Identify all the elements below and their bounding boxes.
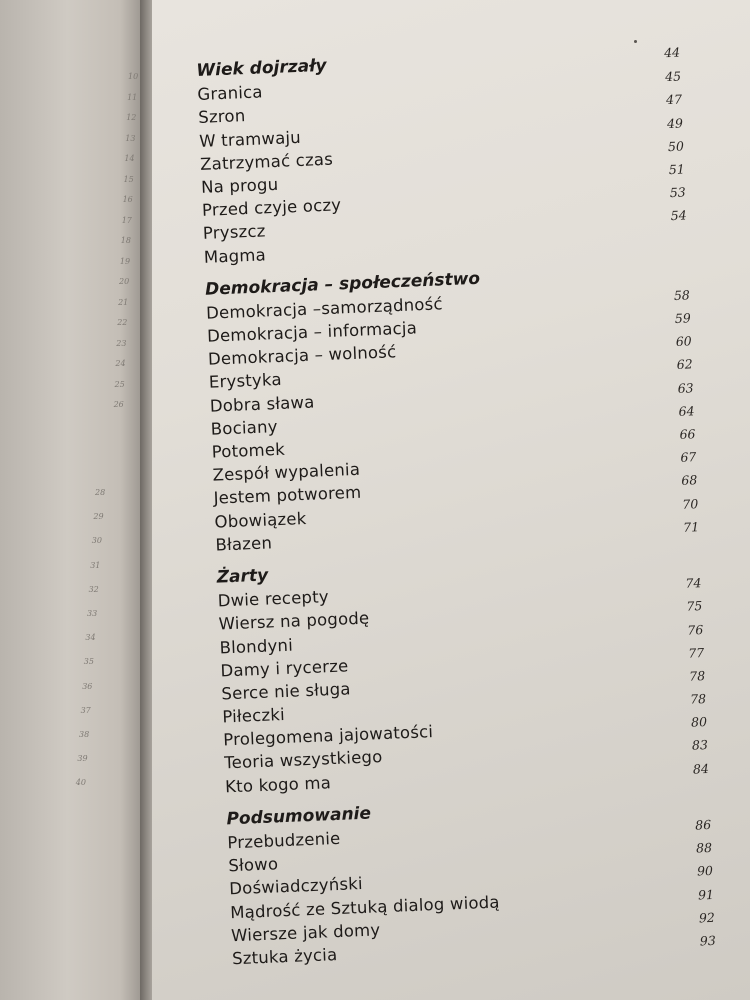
left-page-number: 33	[87, 609, 98, 618]
entry-title: Doświadczyński	[228, 874, 364, 899]
entry-title: Erystyka	[208, 370, 283, 393]
entry-title: Słowo	[227, 854, 279, 876]
entry-title: Jestem potworem	[213, 483, 362, 509]
entry-page-number: 62	[676, 356, 693, 373]
entry-page-number: 93	[699, 932, 717, 949]
entry-title: Serce nie sługa	[221, 679, 352, 704]
entry-page-number: 53	[669, 184, 686, 201]
left-page-number: 23	[116, 338, 127, 348]
section-title: Podsumowanie	[226, 803, 372, 830]
left-page-number: 13	[125, 133, 136, 143]
left-page-number: 20	[119, 277, 130, 286]
left-page-number: 28	[95, 488, 106, 497]
entry-page-number: 75	[686, 598, 703, 615]
entry-title: Zatrzymać czas	[199, 149, 334, 174]
entry-page-number: 86	[694, 816, 712, 833]
entry-page-number: 66	[679, 426, 696, 442]
entry-title: W tramwaju	[198, 127, 302, 151]
entry-page-number: 50	[667, 138, 685, 154]
entry-title: Na progu	[200, 174, 279, 197]
toc-section	[205, 259, 706, 557]
entry-page-number: 59	[674, 310, 692, 327]
entry-page-number: 92	[698, 909, 716, 926]
entry-title: Granica	[197, 82, 264, 105]
entry-page-number: 77	[687, 644, 705, 661]
entry-page-number: 64	[678, 403, 695, 419]
entry-page-number: 45	[664, 68, 682, 85]
entry-page-number: 49	[666, 115, 684, 131]
left-page-number: 26	[113, 400, 124, 409]
left-page-number: 37	[80, 705, 91, 715]
entry-page-number: 91	[697, 886, 715, 903]
entry-page-number: 78	[689, 691, 707, 707]
left-page-number: 18	[120, 236, 131, 245]
entry-page-number: 80	[690, 714, 708, 730]
left-page-number: 19	[119, 256, 131, 266]
entry-title: Demokracja – informacja	[206, 318, 418, 346]
entry-title: Szron	[197, 106, 246, 128]
entry-page-number: 54	[670, 207, 687, 224]
right-page	[152, 0, 750, 1000]
entry-title: Piłeczki	[222, 705, 286, 727]
section-title: Demokracja – społeczeństwo	[204, 268, 481, 300]
entry-page-number: 74	[685, 575, 702, 591]
entry-title: Teoria wszystkiego	[223, 747, 383, 773]
section-page-number: 44	[663, 44, 681, 61]
left-page-number: 31	[90, 560, 101, 570]
toc-section	[196, 40, 694, 268]
entry-page-number: 76	[687, 621, 704, 638]
entry-page-number: 47	[665, 91, 683, 108]
entry-title: Sztuka życia	[231, 944, 338, 969]
entry-page-number: 88	[695, 840, 713, 856]
entry-page-number: 60	[675, 333, 692, 350]
left-page-number: 29	[93, 512, 104, 522]
left-page-number: 38	[79, 730, 90, 739]
entry-title: Przed czyje oczy	[201, 195, 342, 220]
entry-title: Bociany	[210, 416, 278, 439]
table-of-contents	[196, 40, 722, 970]
left-page-number: 17	[121, 215, 132, 225]
entry-page-number: 90	[696, 863, 714, 879]
entry-page-number: 68	[681, 472, 698, 489]
entry-title: Potomek	[211, 439, 286, 462]
left-page-number: 25	[114, 379, 125, 389]
left-page-number: 12	[126, 113, 137, 122]
left-page-number: 10	[128, 72, 139, 81]
left-page-number: 36	[82, 681, 93, 691]
entry-page-number: 84	[692, 760, 710, 777]
entry-page-number: 78	[688, 667, 706, 684]
entry-title: Wiersze jak domy	[230, 920, 381, 946]
entry-page-number: 63	[677, 379, 694, 396]
left-page-number: 16	[122, 195, 133, 204]
toc-section	[216, 547, 715, 798]
entry-page-number: 83	[691, 737, 709, 754]
entry-title: Prolegomena jajowatości	[222, 722, 434, 750]
left-page-number: 34	[85, 633, 96, 643]
entry-title: Pryszcz	[202, 221, 266, 244]
left-page-number: 30	[91, 536, 102, 546]
entry-title: Zespół wypalenia	[212, 459, 361, 485]
left-page-number: 22	[117, 318, 128, 327]
entry-title: Magma	[203, 244, 267, 267]
entry-page-number: 67	[680, 449, 697, 466]
entry-title: Kto kogo ma	[224, 772, 332, 797]
left-page-number: 32	[88, 584, 99, 594]
entry-title: Dobra sława	[209, 392, 315, 416]
entry-title: Damy i rycerze	[220, 656, 349, 681]
entry-title: Demokracja – wolność	[207, 342, 397, 370]
entry-page-number: 58	[673, 287, 691, 303]
left-page-number: 15	[123, 174, 134, 184]
left-page-number: 39	[77, 754, 88, 764]
left-page-number: 21	[118, 297, 129, 307]
left-page-number: 40	[75, 778, 86, 788]
entry-title: Mądrość ze Sztuką dialog wiodą	[229, 892, 501, 922]
left-page-number: 11	[127, 92, 138, 102]
section-title: Żarty	[216, 565, 269, 588]
entry-page-number: 71	[682, 518, 700, 535]
entry-title: Blondyni	[219, 635, 294, 658]
entry-title: Dwie recepty	[217, 587, 330, 611]
left-page-number: 14	[124, 154, 135, 163]
entry-title: Przebudzenie	[227, 828, 341, 853]
toc-section	[226, 789, 722, 971]
entry-title: Obowiązek	[214, 508, 307, 532]
left-page-number: 35	[83, 657, 94, 667]
entry-page-number: 70	[681, 495, 699, 512]
section-title: Wiek dojrzały	[196, 55, 327, 81]
entry-title: Wiersz na pogodę	[218, 608, 370, 634]
entry-page-number: 51	[668, 161, 686, 178]
left-page	[0, 0, 150, 1000]
left-page-number: 24	[115, 359, 126, 368]
entry-title: Błazen	[215, 533, 273, 555]
entry-title: Demokracja –samorządność	[205, 294, 444, 323]
